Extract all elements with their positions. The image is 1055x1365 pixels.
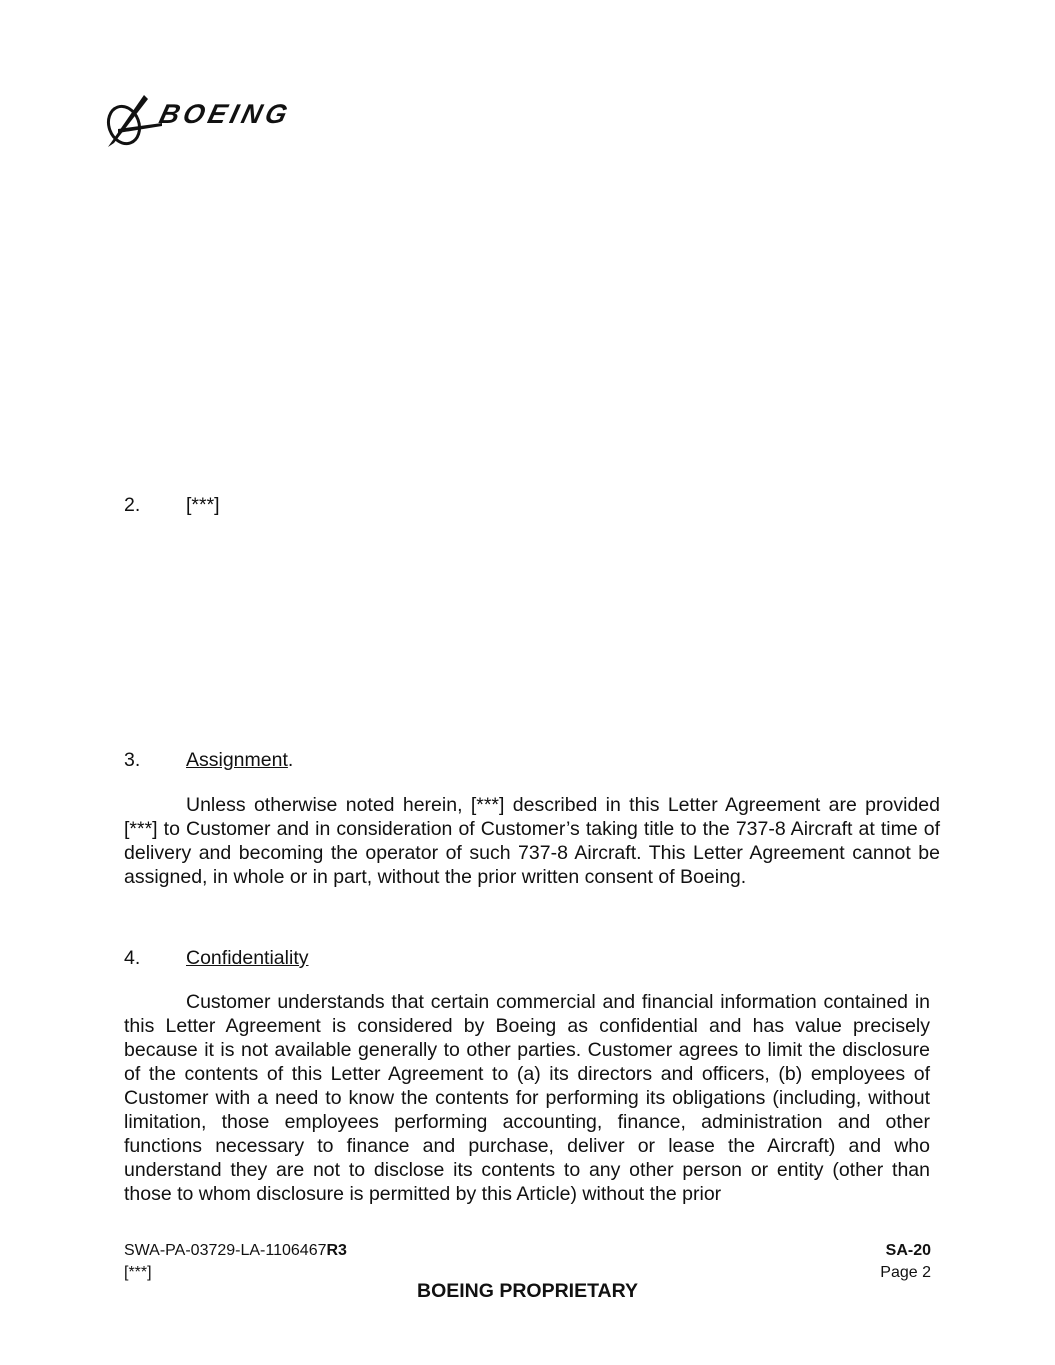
confidentiality-text: Customer understands that certain commercial and financial information contained in this Letter Agreement is considered by Boeing as confidential and has value precisely because it is not available generally to other parties. Customer agrees to limit the disclosure of the contents of this Letter Agreement to (a) its directors and officers, (b) employees of Customer with a need to know the contents for performing its obligations (including, without limitation, those employees performing accounting, finance, administration and other functions necessary to finance and purchase, deliver or lease the Aircraft) and who understand they are not to disclose its contents to any other person or entity (other than those to whom disclosure is permitted by this Article) without the prior <box>124 991 930 1205</box>
section-heading: [***] <box>186 494 220 516</box>
assignment-text: Unless otherwise noted herein, [***] described in this Letter Agreement are provided [***] to Customer and in consideration of Customer’s taking title to the 737-8 Aircraft at time of delivery and becoming the operator of such 737-8 Aircraft. This Letter Agreement cannot be assigned, in whole or in part, without the prior written consent of Boeing. <box>124 794 940 888</box>
proprietary-label: BOEING PROPRIETARY <box>416 1280 639 1302</box>
footer-right <box>760 1240 931 1284</box>
section-heading-wrap <box>186 748 293 772</box>
sa-label: SA-20 <box>885 1242 931 1259</box>
footer-redacted: [***] <box>124 1264 152 1281</box>
boeing-logo-text: BOEING <box>156 99 295 129</box>
section-number: 2. <box>124 494 141 516</box>
boeing-logo <box>104 93 334 151</box>
section-heading: Assignment <box>186 749 288 771</box>
confidentiality-paragraph <box>124 990 930 1206</box>
footer-left <box>124 1240 347 1284</box>
section-heading-period: . <box>287 749 294 771</box>
section-number: 3. <box>124 749 141 771</box>
assignment-paragraph <box>124 793 940 889</box>
boeing-logo-mark-icon <box>104 93 164 151</box>
section-heading: Confidentiality <box>186 947 309 969</box>
page-number: Page 2 <box>880 1264 931 1281</box>
doc-id: SWA-PA-03729-LA-1106467R3 <box>124 1242 347 1259</box>
section-number: 4. <box>124 947 141 969</box>
